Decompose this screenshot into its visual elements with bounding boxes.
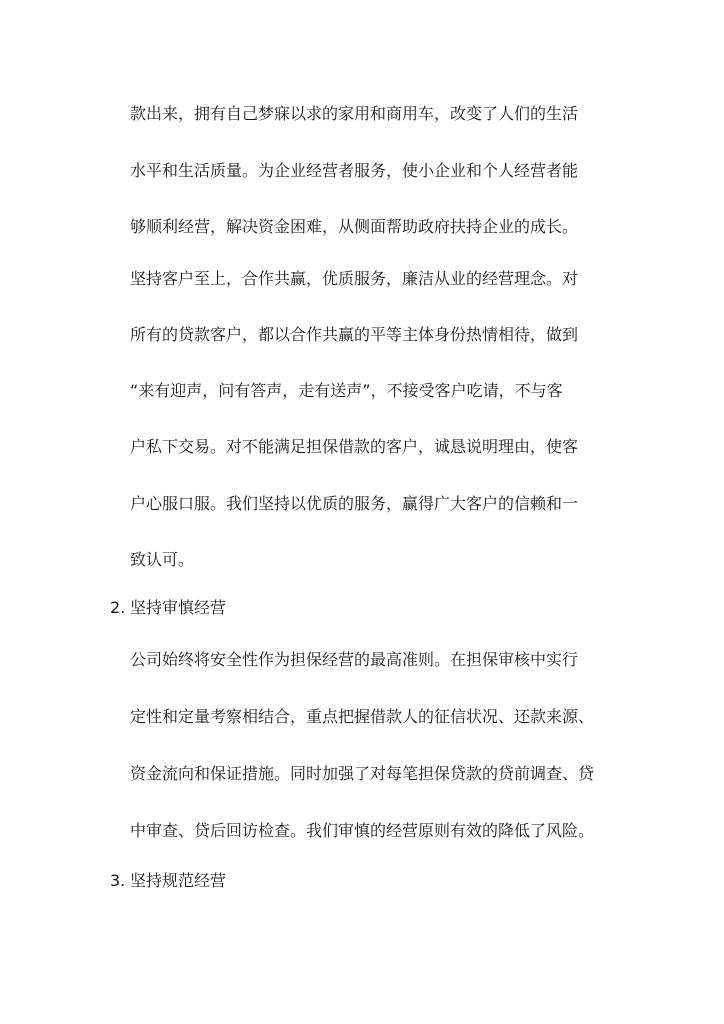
paragraph-line: 资金流向和保证措施。同时加强了对每笔担保贷款的贷前调查、贷 bbox=[130, 764, 595, 783]
paragraph-line: 定性和定量考察相结合，重点把握借款人的征信状况、还款来源、 bbox=[130, 707, 595, 726]
paragraph-line: 坚持客户至上，合作共赢，优质服务，廉洁从业的经营理念。对 bbox=[130, 269, 579, 288]
paragraph-line: 款出来，拥有自己梦寐以求的家用和商用车，改变了人们的生活 bbox=[130, 104, 579, 123]
section-title: 坚持审慎经营 bbox=[130, 598, 227, 617]
paragraph-line: 所有的贷款客户，都以合作共赢的平等主体身份热情相待，做到 bbox=[130, 325, 579, 344]
paragraph-line: 中审查、贷后回访检查。我们审慎的经营原则有效的降低了风险。 bbox=[130, 821, 595, 840]
paragraph-line: 水平和生活质量。为企业经营者服务，使小企业和个人经营者能 bbox=[130, 161, 579, 180]
paragraph-line: 公司始终将安全性作为担保经营的最高准则。在担保审核中实行 bbox=[130, 650, 579, 669]
section-heading bbox=[110, 598, 226, 618]
section-title: 坚持规范经营 bbox=[130, 871, 227, 890]
section-heading bbox=[110, 871, 226, 891]
paragraph-line: 够顺利经营，解决资金困难，从侧面帮助政府扶持企业的成长。 bbox=[130, 217, 579, 236]
paragraph-line: 户私下交易。对不能满足担保借款的客户，诚恳说明理由，使客 bbox=[130, 437, 579, 456]
paragraph-line: 户心服口服。我们坚持以优质的服务，赢得广大客户的信赖和一 bbox=[130, 494, 579, 513]
section-number: 2. bbox=[110, 598, 126, 617]
paragraph-line: 致认可。 bbox=[130, 550, 195, 569]
section-number: 3. bbox=[110, 871, 126, 890]
paragraph-line: “来有迎声，问有答声，走有送声”，不接受客户吃请，不与客 bbox=[130, 381, 563, 400]
